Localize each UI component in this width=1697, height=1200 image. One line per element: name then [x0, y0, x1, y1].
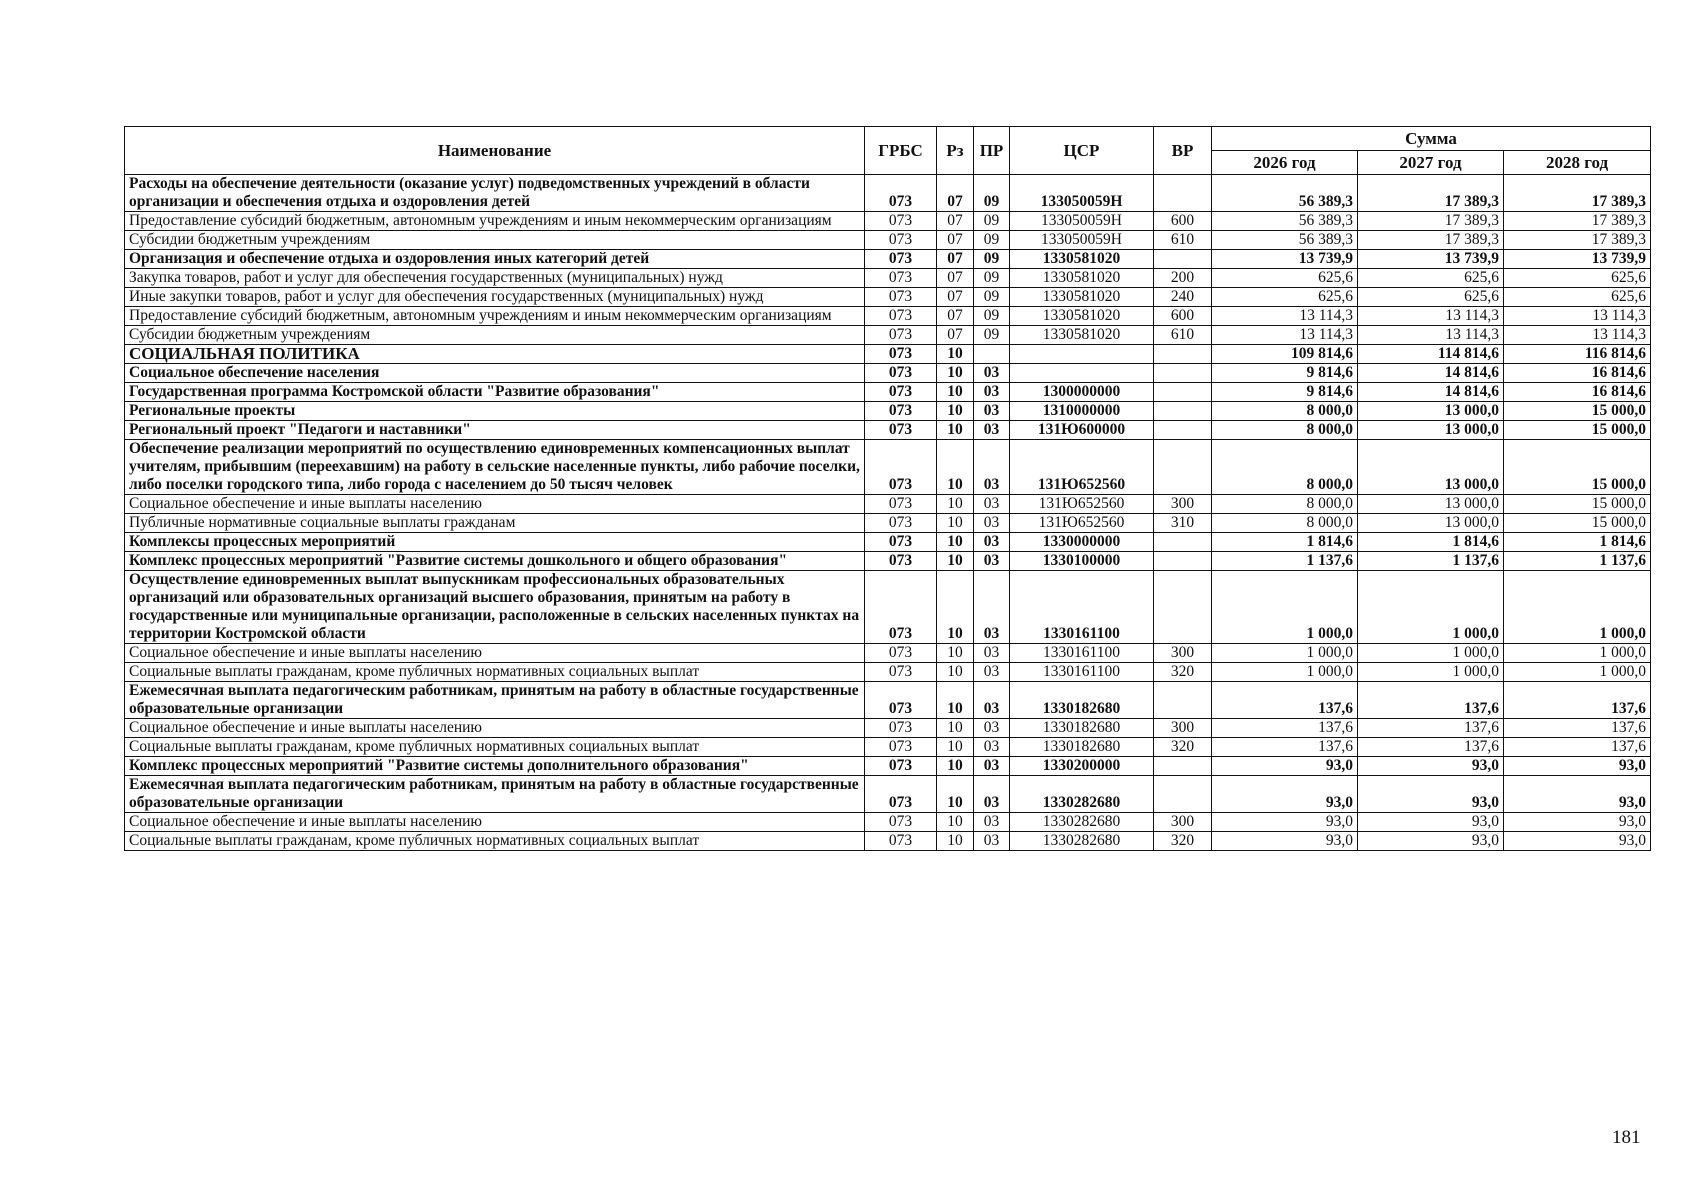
cell-2027: 13 114,3	[1358, 307, 1504, 326]
cell-2026: 8 000,0	[1212, 402, 1358, 421]
cell-pr: 03	[974, 571, 1010, 644]
cell-grbs: 073	[865, 663, 937, 682]
cell-2027: 137,6	[1358, 738, 1504, 757]
cell-2028: 625,6	[1504, 269, 1651, 288]
cell-name: Региональные проекты	[125, 402, 865, 421]
cell-2028: 15 000,0	[1504, 421, 1651, 440]
cell-rz: 10	[937, 663, 974, 682]
table-row	[125, 402, 1651, 421]
cell-2026: 1 000,0	[1212, 644, 1358, 663]
cell-pr: 03	[974, 757, 1010, 776]
cell-2026: 625,6	[1212, 288, 1358, 307]
cell-rz: 10	[937, 813, 974, 832]
cell-name: Социальное обеспечение населения	[125, 364, 865, 383]
cell-csr: 1330282680	[1010, 813, 1154, 832]
cell-csr: 1330161100	[1010, 571, 1154, 644]
cell-grbs: 073	[865, 231, 937, 250]
cell-2027: 625,6	[1358, 288, 1504, 307]
cell-2028: 116 814,6	[1504, 345, 1651, 364]
cell-pr: 03	[974, 832, 1010, 851]
cell-grbs: 073	[865, 364, 937, 383]
cell-grbs: 073	[865, 776, 937, 813]
cell-name: Государственная программа Костромской области "Развитие образования"	[125, 383, 865, 402]
cell-vr: 300	[1154, 813, 1212, 832]
cell-csr	[1010, 364, 1154, 383]
header-year-2028: 2028 год	[1504, 151, 1651, 175]
cell-2026: 9 814,6	[1212, 383, 1358, 402]
table-row	[125, 288, 1651, 307]
cell-2026: 9 814,6	[1212, 364, 1358, 383]
cell-name: Организация и обеспечение отдыха и оздоровления иных категорий детей	[125, 250, 865, 269]
cell-2028: 1 000,0	[1504, 644, 1651, 663]
cell-name: Ежемесячная выплата педагогическим работникам, принятым на работу в областные государственные образовательные организации	[125, 776, 865, 813]
cell-name: Обеспечение реализации мероприятий по осуществлению единовременных компенсационных выплат учителям, прибывшим (переехавшим) на работу в сельские населенные пункты, либо рабочие поселки, либо поселки городского типа, либо города с населением до 50 тысяч человек	[125, 440, 865, 495]
cell-2026: 56 389,3	[1212, 212, 1358, 231]
cell-pr: 03	[974, 495, 1010, 514]
cell-2026: 8 000,0	[1212, 495, 1358, 514]
cell-2026: 13 739,9	[1212, 250, 1358, 269]
table-row	[125, 175, 1651, 212]
cell-vr	[1154, 345, 1212, 364]
cell-2026: 13 114,3	[1212, 307, 1358, 326]
cell-csr: 1330282680	[1010, 832, 1154, 851]
cell-2028: 137,6	[1504, 738, 1651, 757]
table-row	[125, 440, 1651, 495]
cell-2027: 625,6	[1358, 269, 1504, 288]
cell-2028: 1 000,0	[1504, 571, 1651, 644]
cell-grbs: 073	[865, 533, 937, 552]
table-row	[125, 364, 1651, 383]
cell-2026: 93,0	[1212, 832, 1358, 851]
table-row	[125, 533, 1651, 552]
cell-2027: 13 000,0	[1358, 495, 1504, 514]
table-row	[125, 663, 1651, 682]
cell-grbs: 073	[865, 644, 937, 663]
cell-pr: 03	[974, 383, 1010, 402]
cell-rz: 10	[937, 495, 974, 514]
cell-grbs: 073	[865, 495, 937, 514]
cell-name: Социальное обеспечение и иные выплаты населению	[125, 644, 865, 663]
cell-grbs: 073	[865, 175, 937, 212]
cell-vr: 200	[1154, 269, 1212, 288]
cell-2026: 1 000,0	[1212, 663, 1358, 682]
cell-csr: 133050059Н	[1010, 212, 1154, 231]
cell-grbs: 073	[865, 269, 937, 288]
cell-vr: 300	[1154, 644, 1212, 663]
cell-pr	[974, 345, 1010, 364]
cell-pr: 03	[974, 813, 1010, 832]
cell-grbs: 073	[865, 326, 937, 345]
cell-2028: 16 814,6	[1504, 383, 1651, 402]
cell-pr: 09	[974, 288, 1010, 307]
cell-2028: 93,0	[1504, 776, 1651, 813]
cell-grbs: 073	[865, 307, 937, 326]
cell-2028: 13 739,9	[1504, 250, 1651, 269]
cell-vr	[1154, 571, 1212, 644]
cell-rz: 07	[937, 307, 974, 326]
cell-grbs: 073	[865, 514, 937, 533]
cell-2026: 56 389,3	[1212, 231, 1358, 250]
cell-2026: 137,6	[1212, 682, 1358, 719]
header-name: Наименование	[125, 127, 865, 175]
cell-2027: 1 000,0	[1358, 644, 1504, 663]
cell-pr: 03	[974, 402, 1010, 421]
cell-csr: 133050059Н	[1010, 231, 1154, 250]
cell-pr: 09	[974, 175, 1010, 212]
cell-csr: 1330182680	[1010, 719, 1154, 738]
cell-rz: 07	[937, 212, 974, 231]
table-row	[125, 644, 1651, 663]
cell-2026: 93,0	[1212, 776, 1358, 813]
cell-rz: 07	[937, 326, 974, 345]
cell-2026: 13 114,3	[1212, 326, 1358, 345]
cell-rz: 10	[937, 345, 974, 364]
cell-2027: 137,6	[1358, 682, 1504, 719]
cell-pr: 03	[974, 514, 1010, 533]
cell-2026: 93,0	[1212, 813, 1358, 832]
cell-csr: 131Ю652560	[1010, 495, 1154, 514]
cell-rz: 10	[937, 440, 974, 495]
cell-2026: 8 000,0	[1212, 421, 1358, 440]
table-row	[125, 552, 1651, 571]
cell-2027: 13 000,0	[1358, 421, 1504, 440]
cell-name: Комплексы процессных мероприятий	[125, 533, 865, 552]
cell-name: Социальные выплаты гражданам, кроме публичных нормативных социальных выплат	[125, 832, 865, 851]
cell-2027: 93,0	[1358, 832, 1504, 851]
cell-2027: 1 000,0	[1358, 663, 1504, 682]
table-row	[125, 757, 1651, 776]
cell-grbs: 073	[865, 250, 937, 269]
cell-vr: 320	[1154, 738, 1212, 757]
cell-2026: 1 137,6	[1212, 552, 1358, 571]
cell-rz: 10	[937, 514, 974, 533]
cell-vr: 610	[1154, 326, 1212, 345]
cell-pr: 09	[974, 231, 1010, 250]
cell-vr: 610	[1154, 231, 1212, 250]
table-row	[125, 776, 1651, 813]
budget-table	[124, 126, 1651, 851]
cell-2027: 13 000,0	[1358, 440, 1504, 495]
cell-name: Субсидии бюджетным учреждениям	[125, 326, 865, 345]
table-row	[125, 719, 1651, 738]
cell-2028: 17 389,3	[1504, 231, 1651, 250]
cell-csr: 1330581020	[1010, 250, 1154, 269]
cell-name: Социальные выплаты гражданам, кроме публичных нормативных социальных выплат	[125, 738, 865, 757]
cell-csr: 1330581020	[1010, 326, 1154, 345]
cell-vr	[1154, 440, 1212, 495]
cell-name: Предоставление субсидий бюджетным, автономным учреждениям и иным некоммерческим организациям	[125, 307, 865, 326]
cell-2027: 114 814,6	[1358, 345, 1504, 364]
cell-grbs: 073	[865, 813, 937, 832]
cell-pr: 09	[974, 212, 1010, 231]
cell-csr: 1330182680	[1010, 738, 1154, 757]
table-row	[125, 738, 1651, 757]
cell-rz: 10	[937, 719, 974, 738]
cell-csr: 1330581020	[1010, 288, 1154, 307]
cell-grbs: 073	[865, 345, 937, 364]
cell-name: Публичные нормативные социальные выплаты гражданам	[125, 514, 865, 533]
cell-grbs: 073	[865, 212, 937, 231]
cell-name: Социальное обеспечение и иные выплаты населению	[125, 813, 865, 832]
table-row	[125, 307, 1651, 326]
cell-rz: 07	[937, 175, 974, 212]
cell-csr: 1330100000	[1010, 552, 1154, 571]
cell-2026: 1 000,0	[1212, 571, 1358, 644]
cell-csr: 131Ю600000	[1010, 421, 1154, 440]
cell-2028: 15 000,0	[1504, 440, 1651, 495]
cell-pr: 09	[974, 307, 1010, 326]
cell-pr: 03	[974, 663, 1010, 682]
cell-pr: 03	[974, 364, 1010, 383]
cell-vr: 300	[1154, 495, 1212, 514]
table-row	[125, 421, 1651, 440]
cell-2027: 14 814,6	[1358, 383, 1504, 402]
cell-rz: 10	[937, 832, 974, 851]
cell-vr	[1154, 364, 1212, 383]
cell-2027: 13 000,0	[1358, 514, 1504, 533]
cell-rz: 10	[937, 552, 974, 571]
header-rz: Рз	[937, 127, 974, 175]
table-row	[125, 571, 1651, 644]
cell-csr: 1330581020	[1010, 307, 1154, 326]
table-row	[125, 813, 1651, 832]
cell-vr: 300	[1154, 719, 1212, 738]
cell-2028: 15 000,0	[1504, 495, 1651, 514]
cell-2027: 13 739,9	[1358, 250, 1504, 269]
cell-pr: 03	[974, 421, 1010, 440]
cell-grbs: 073	[865, 421, 937, 440]
cell-grbs: 073	[865, 571, 937, 644]
header-pr: ПР	[974, 127, 1010, 175]
header-grbs: ГРБС	[865, 127, 937, 175]
cell-name: СОЦИАЛЬНАЯ ПОЛИТИКА	[125, 345, 865, 364]
cell-2028: 13 114,3	[1504, 326, 1651, 345]
cell-rz: 07	[937, 250, 974, 269]
cell-2028: 17 389,3	[1504, 212, 1651, 231]
cell-vr	[1154, 757, 1212, 776]
cell-2027: 13 114,3	[1358, 326, 1504, 345]
cell-2027: 1 137,6	[1358, 552, 1504, 571]
cell-2028: 1 814,6	[1504, 533, 1651, 552]
cell-2026: 8 000,0	[1212, 514, 1358, 533]
table-row	[125, 326, 1651, 345]
cell-rz: 10	[937, 644, 974, 663]
cell-csr: 133050059Н	[1010, 175, 1154, 212]
cell-2028: 15 000,0	[1504, 402, 1651, 421]
cell-vr: 240	[1154, 288, 1212, 307]
cell-vr	[1154, 402, 1212, 421]
cell-csr: 1310000000	[1010, 402, 1154, 421]
cell-2027: 93,0	[1358, 813, 1504, 832]
cell-grbs: 073	[865, 719, 937, 738]
header-sum: Сумма	[1212, 127, 1651, 151]
cell-grbs: 073	[865, 738, 937, 757]
cell-vr	[1154, 682, 1212, 719]
table-row	[125, 269, 1651, 288]
cell-2027: 17 389,3	[1358, 212, 1504, 231]
cell-pr: 03	[974, 533, 1010, 552]
cell-name: Иные закупки товаров, работ и услуг для обеспечения государственных (муниципальных) нужд	[125, 288, 865, 307]
cell-name: Субсидии бюджетным учреждениям	[125, 231, 865, 250]
cell-2027: 93,0	[1358, 776, 1504, 813]
cell-rz: 10	[937, 533, 974, 552]
cell-csr: 1300000000	[1010, 383, 1154, 402]
header-vr: ВР	[1154, 127, 1212, 175]
cell-2028: 625,6	[1504, 288, 1651, 307]
cell-2028: 137,6	[1504, 682, 1651, 719]
cell-pr: 03	[974, 440, 1010, 495]
cell-csr: 1330000000	[1010, 533, 1154, 552]
page-number: 181	[1612, 1127, 1641, 1148]
cell-2027: 13 000,0	[1358, 402, 1504, 421]
cell-grbs: 073	[865, 757, 937, 776]
cell-name: Региональный проект "Педагоги и наставники"	[125, 421, 865, 440]
cell-2026: 137,6	[1212, 738, 1358, 757]
cell-2028: 93,0	[1504, 757, 1651, 776]
cell-pr: 03	[974, 738, 1010, 757]
cell-csr: 131Ю652560	[1010, 514, 1154, 533]
cell-rz: 07	[937, 231, 974, 250]
cell-rz: 10	[937, 738, 974, 757]
cell-2028: 15 000,0	[1504, 514, 1651, 533]
cell-name: Расходы на обеспечение деятельности (оказание услуг) подведомственных учреждений в области организации и обеспечения отдыха и оздоровления детей	[125, 175, 865, 212]
cell-2027: 17 389,3	[1358, 231, 1504, 250]
cell-rz: 10	[937, 682, 974, 719]
cell-csr: 1330182680	[1010, 682, 1154, 719]
cell-pr: 09	[974, 250, 1010, 269]
cell-2028: 16 814,6	[1504, 364, 1651, 383]
cell-2027: 14 814,6	[1358, 364, 1504, 383]
cell-name: Предоставление субсидий бюджетным, автономным учреждениям и иным некоммерческим организациям	[125, 212, 865, 231]
cell-2026: 137,6	[1212, 719, 1358, 738]
cell-2027: 17 389,3	[1358, 175, 1504, 212]
cell-vr	[1154, 421, 1212, 440]
table-row	[125, 383, 1651, 402]
cell-pr: 03	[974, 719, 1010, 738]
cell-name: Закупка товаров, работ и услуг для обеспечения государственных (муниципальных) нужд	[125, 269, 865, 288]
cell-pr: 09	[974, 269, 1010, 288]
cell-grbs: 073	[865, 552, 937, 571]
cell-grbs: 073	[865, 288, 937, 307]
table-row	[125, 250, 1651, 269]
cell-rz: 10	[937, 364, 974, 383]
cell-vr	[1154, 175, 1212, 212]
cell-2026: 56 389,3	[1212, 175, 1358, 212]
cell-2028: 13 114,3	[1504, 307, 1651, 326]
cell-csr: 1330161100	[1010, 663, 1154, 682]
cell-grbs: 073	[865, 440, 937, 495]
cell-2028: 17 389,3	[1504, 175, 1651, 212]
cell-2027: 1 814,6	[1358, 533, 1504, 552]
cell-2026: 93,0	[1212, 757, 1358, 776]
cell-2028: 93,0	[1504, 832, 1651, 851]
table-row	[125, 832, 1651, 851]
cell-2028: 93,0	[1504, 813, 1651, 832]
cell-rz: 10	[937, 571, 974, 644]
cell-name: Комплекс процессных мероприятий "Развитие системы дополнительного образования"	[125, 757, 865, 776]
table-row	[125, 682, 1651, 719]
table-row	[125, 495, 1651, 514]
cell-vr	[1154, 776, 1212, 813]
table-row	[125, 345, 1651, 364]
cell-name: Социальное обеспечение и иные выплаты населению	[125, 495, 865, 514]
header-year-2027: 2027 год	[1358, 151, 1504, 175]
cell-2027: 1 000,0	[1358, 571, 1504, 644]
cell-csr: 1330282680	[1010, 776, 1154, 813]
cell-rz: 10	[937, 421, 974, 440]
cell-2026: 8 000,0	[1212, 440, 1358, 495]
cell-csr	[1010, 345, 1154, 364]
cell-vr: 600	[1154, 212, 1212, 231]
cell-name: Комплекс процессных мероприятий "Развитие системы дошкольного и общего образования"	[125, 552, 865, 571]
cell-grbs: 073	[865, 402, 937, 421]
header-year-2026: 2026 год	[1212, 151, 1358, 175]
cell-grbs: 073	[865, 682, 937, 719]
cell-vr	[1154, 250, 1212, 269]
cell-name: Осуществление единовременных выплат выпускникам профессиональных образовательных организаций или образовательных организаций высшего образования, принятым на работу в государственные или муниципальные организации, расположенные в сельских населенных пунктах на территории Костромской области	[125, 571, 865, 644]
cell-2028: 137,6	[1504, 719, 1651, 738]
cell-2026: 1 814,6	[1212, 533, 1358, 552]
cell-pr: 03	[974, 776, 1010, 813]
cell-vr: 320	[1154, 663, 1212, 682]
cell-vr	[1154, 383, 1212, 402]
cell-rz: 10	[937, 383, 974, 402]
cell-rz: 10	[937, 776, 974, 813]
cell-vr: 310	[1154, 514, 1212, 533]
cell-grbs: 073	[865, 832, 937, 851]
cell-rz: 07	[937, 269, 974, 288]
table-row	[125, 231, 1651, 250]
cell-csr: 131Ю652560	[1010, 440, 1154, 495]
cell-csr: 1330200000	[1010, 757, 1154, 776]
cell-2028: 1 137,6	[1504, 552, 1651, 571]
cell-pr: 09	[974, 326, 1010, 345]
table-row	[125, 514, 1651, 533]
cell-name: Социальные выплаты гражданам, кроме публичных нормативных социальных выплат	[125, 663, 865, 682]
cell-vr: 320	[1154, 832, 1212, 851]
cell-2027: 93,0	[1358, 757, 1504, 776]
table-body	[125, 175, 1651, 851]
cell-2026: 625,6	[1212, 269, 1358, 288]
cell-rz: 10	[937, 757, 974, 776]
cell-vr: 600	[1154, 307, 1212, 326]
cell-csr: 1330581020	[1010, 269, 1154, 288]
cell-vr	[1154, 552, 1212, 571]
cell-pr: 03	[974, 682, 1010, 719]
cell-pr: 03	[974, 644, 1010, 663]
cell-name: Социальное обеспечение и иные выплаты населению	[125, 719, 865, 738]
cell-pr: 03	[974, 552, 1010, 571]
cell-2028: 1 000,0	[1504, 663, 1651, 682]
cell-rz: 10	[937, 402, 974, 421]
cell-grbs: 073	[865, 383, 937, 402]
cell-2027: 137,6	[1358, 719, 1504, 738]
cell-vr	[1154, 533, 1212, 552]
header-csr: ЦСР	[1010, 127, 1154, 175]
cell-csr: 1330161100	[1010, 644, 1154, 663]
cell-rz: 07	[937, 288, 974, 307]
cell-name: Ежемесячная выплата педагогическим работникам, принятым на работу в областные государственные образовательные организации	[125, 682, 865, 719]
cell-2026: 109 814,6	[1212, 345, 1358, 364]
table-row	[125, 212, 1651, 231]
